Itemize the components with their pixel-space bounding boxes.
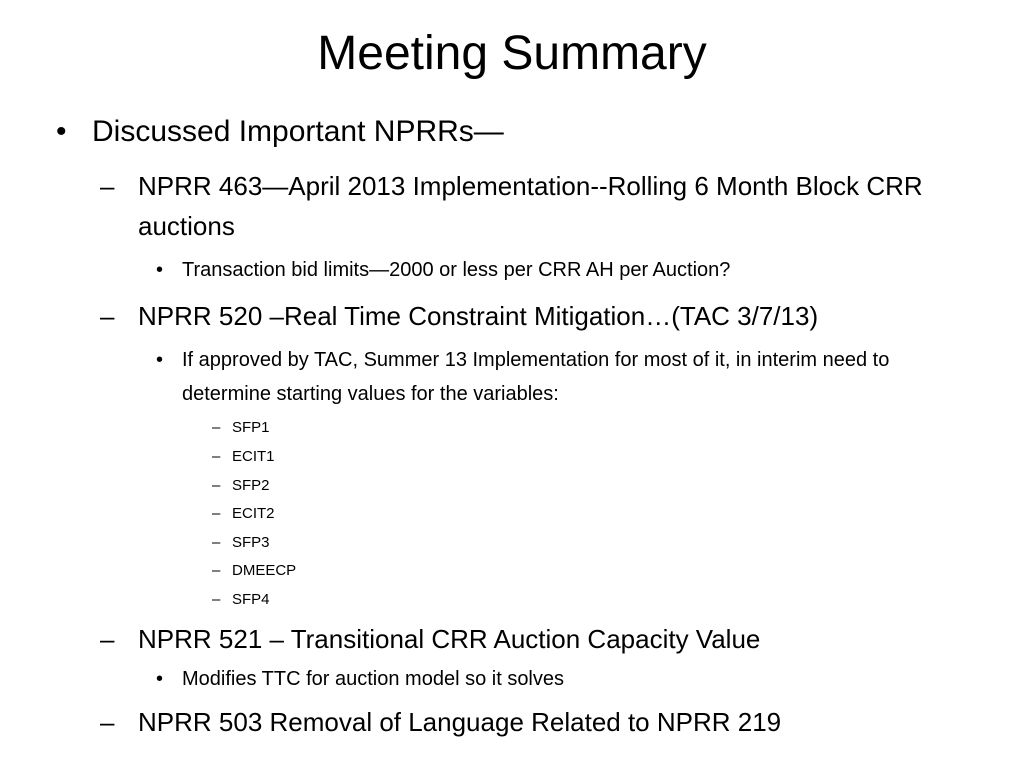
bullet-text: If approved by TAC, Summer 13 Implementation for most of it, in interim need to determine starting values for the variables: [182,349,890,405]
variable-text: ECIT1 [232,448,275,465]
bullet-marker: • [56,115,67,148]
bullet-text: NPRR 521 – Transitional CRR Auction Capacity Value [138,624,761,654]
variable-text: DMEECP [232,562,297,579]
variable-text: ECIT2 [232,505,275,522]
bullet-nprr-520-sub [156,343,952,411]
bullet-nprr-463-sub [156,253,962,287]
bullet-text: Discussed Important NPRRs— [92,115,504,148]
bullet-text: Modifies TTC for auction model so it solves [182,668,565,690]
dash-marker: – [100,171,115,201]
dash-marker: – [100,707,115,737]
dash-marker: – [212,534,221,551]
bullet-nprr-521 [100,619,938,659]
variable-text: SFP3 [232,534,270,551]
bullet-text: NPRR 520 –Real Time Constraint Mitigation…(TAC 3/7/13) [138,301,819,331]
bullet-marker: • [156,259,164,281]
variable-item [212,589,532,611]
variable-item [212,446,532,468]
dash-marker: – [212,562,221,579]
variable-text: SFP1 [232,419,270,436]
variable-item [212,417,532,439]
variable-item [212,503,532,525]
variable-item [212,475,532,497]
variable-text: SFP4 [232,591,270,608]
dash-marker: – [212,448,221,465]
bullet-nprr-520 [100,296,938,336]
bullet-text: NPRR 503 Removal of Language Related to NPRR 219 [138,707,782,737]
bullet-text: Transaction bid limits—2000 or less per CRR AH per Auction? [182,259,731,281]
dash-marker: – [212,591,221,608]
slide-title: Meeting Summary [317,27,707,80]
dash-marker: – [212,419,221,436]
dash-marker: – [212,505,221,522]
bullet-text: NPRR 463—April 2013 Implementation--Rolling 6 Month Block CRR auctions [138,171,923,241]
variable-item [212,560,532,582]
dash-marker: – [100,301,115,331]
bullet-marker: • [156,349,164,371]
bullet-nprr-503 [100,702,938,742]
bullet-discussed-nprrs [56,114,992,150]
dash-marker: – [212,477,221,494]
bullet-nprr-521-sub [156,662,962,696]
variable-item [212,532,532,554]
bullet-marker: • [156,668,164,690]
variable-text: SFP2 [232,477,270,494]
dash-marker: – [100,624,115,654]
bullet-nprr-463 [100,166,928,246]
